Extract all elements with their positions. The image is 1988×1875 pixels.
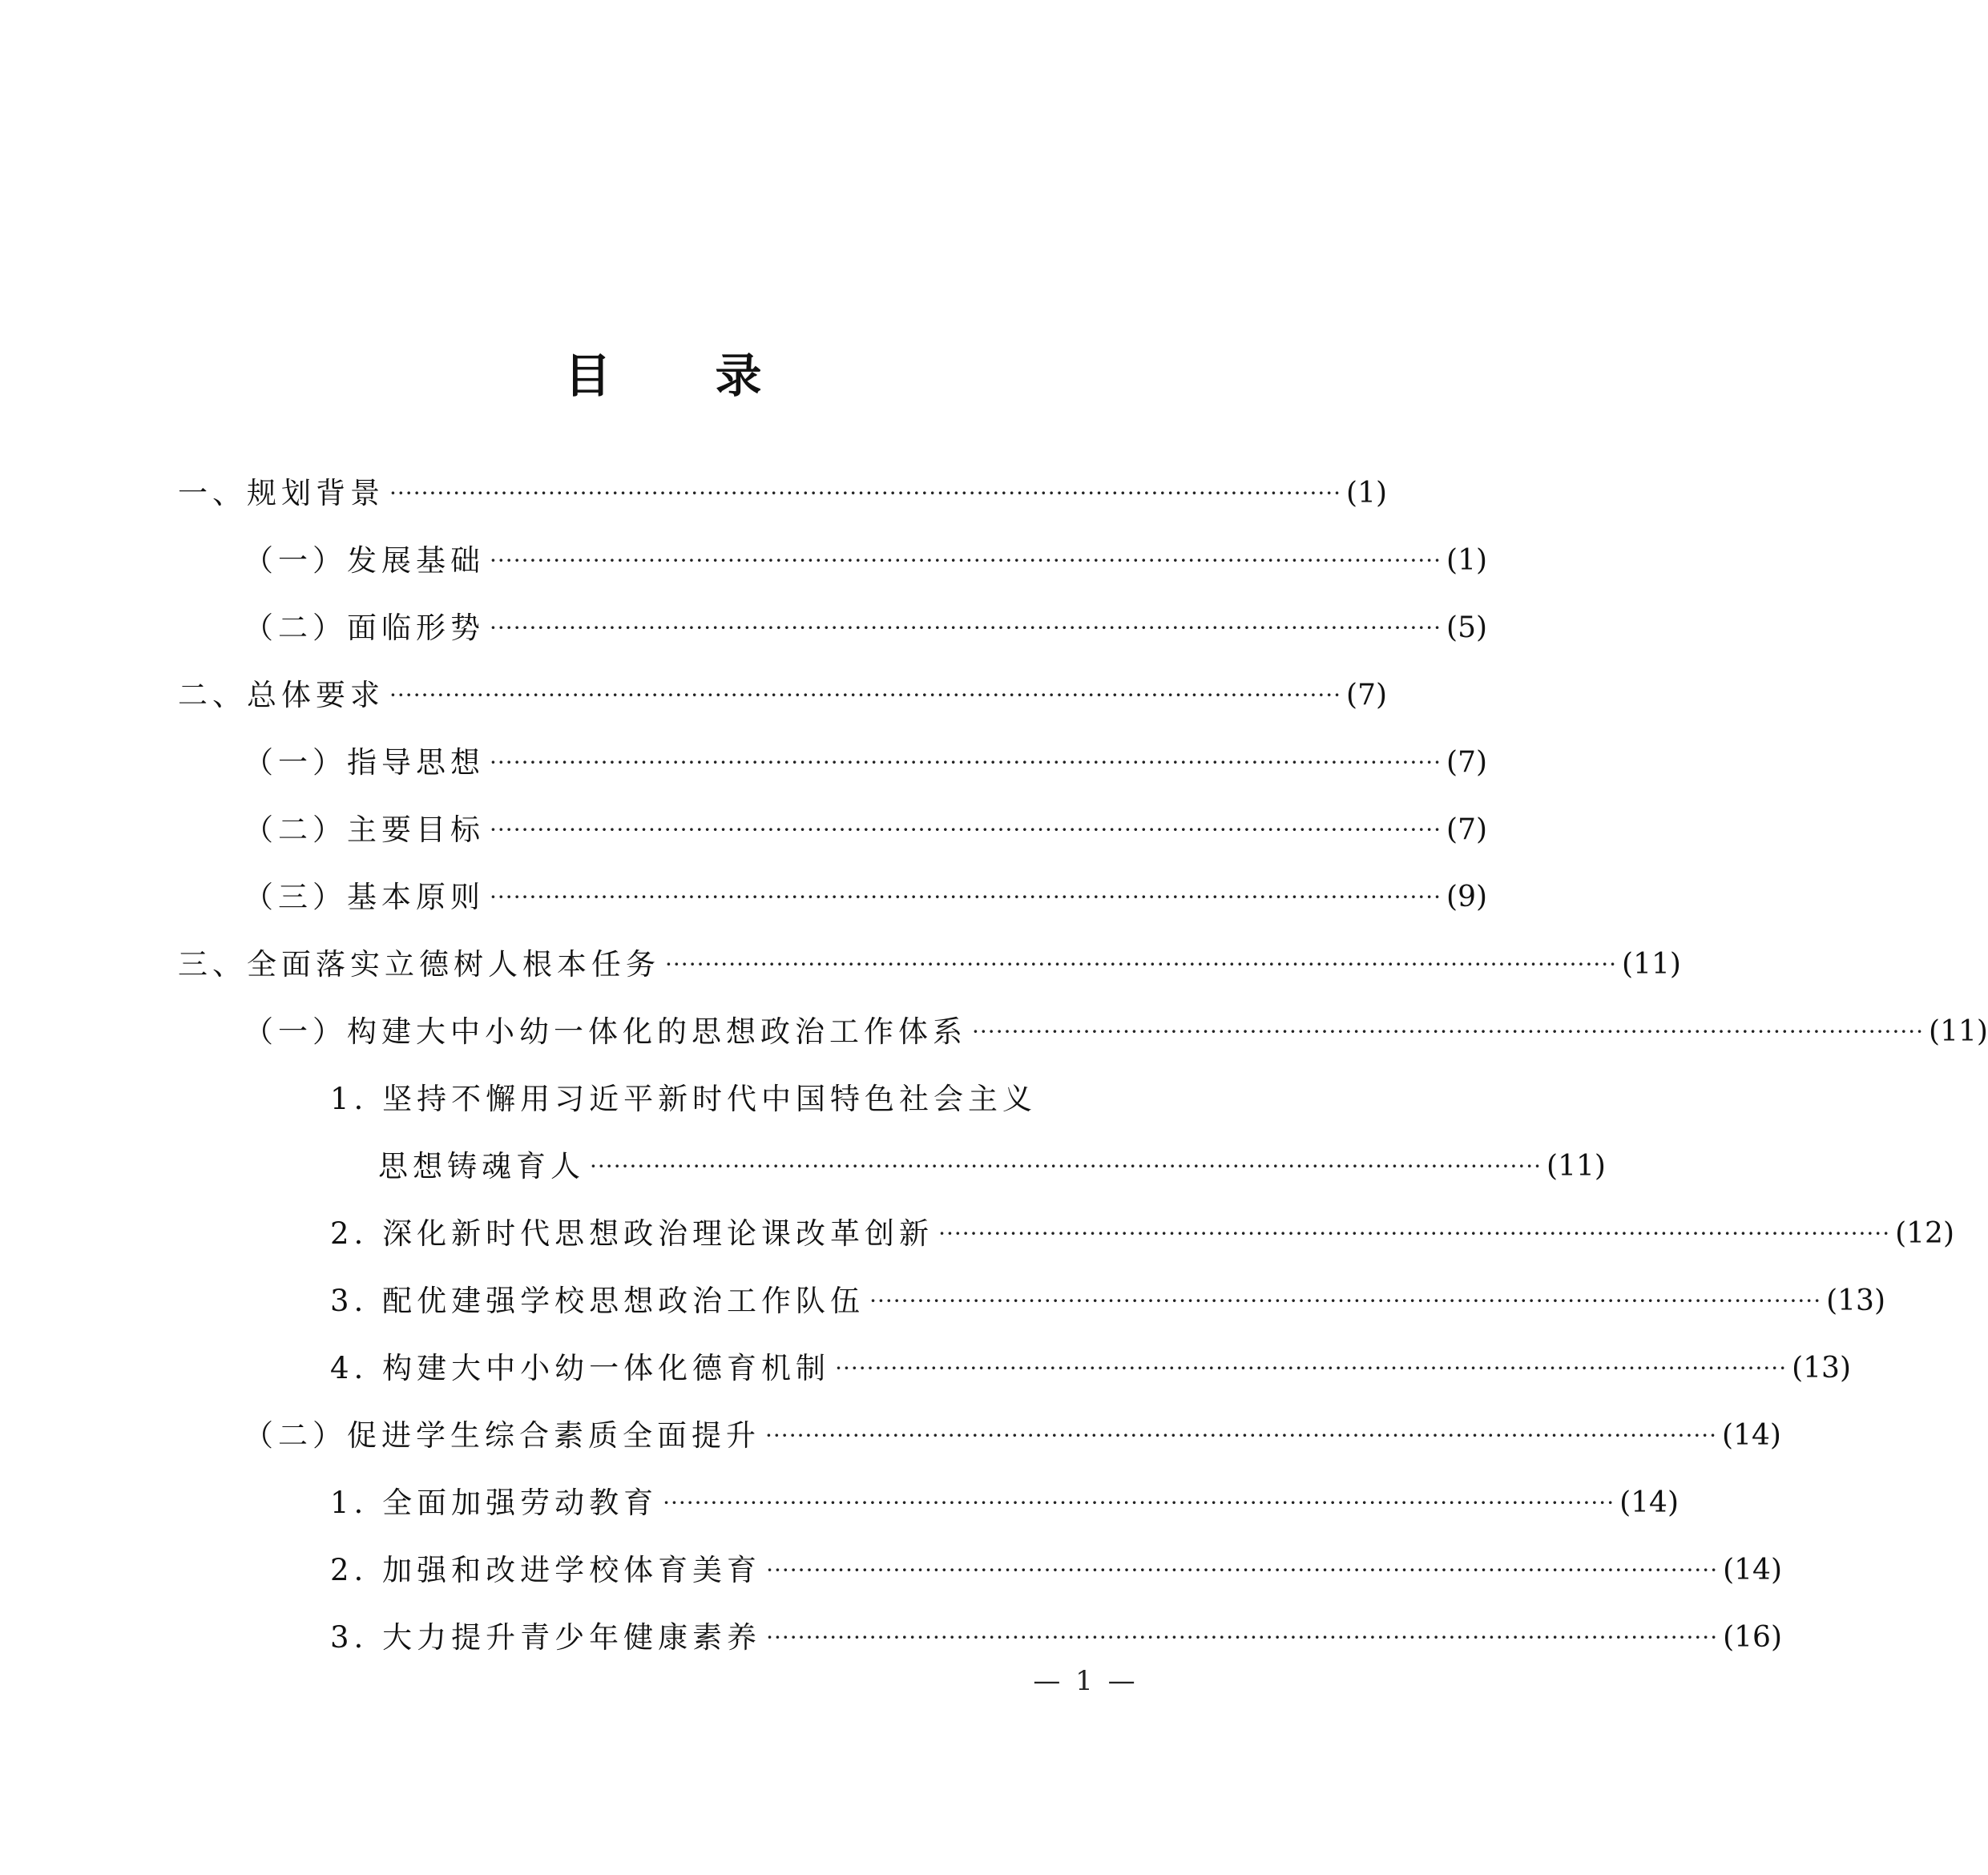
toc-entry[interactable] xyxy=(244,606,1488,651)
toc-leader-dots: ························································································································ xyxy=(389,682,1342,708)
toc-entry-title: 3. 大力提升青少年健康素养 xyxy=(330,1620,762,1655)
toc-leader-dots: ························································································································ xyxy=(490,547,1442,574)
page-title xyxy=(0,349,1326,403)
toc-entry[interactable] xyxy=(330,1077,1158,1122)
toc-leader-dots: ························································································································ xyxy=(490,884,1442,910)
toc-entry-title: 一、规划背景 xyxy=(178,476,385,510)
toc-entry-title: 2. 加强和改进学校体育美育 xyxy=(330,1553,762,1587)
toc-entry-title: 三、全面落实立德树人根本任务 xyxy=(178,947,660,982)
toc-leader-dots: ························································································································ xyxy=(972,1018,1925,1045)
toc-entry[interactable] xyxy=(330,1346,1852,1391)
toc-entry-title: 1. 坚持不懈用习近平新时代中国特色社会主义 xyxy=(330,1082,1038,1116)
toc-entry-page: (12) xyxy=(1895,1217,1955,1250)
title-char-2: 录 xyxy=(715,349,762,403)
toc-entry-page: (11) xyxy=(1622,948,1681,981)
toc-entry-title: 思想铸魂育人 xyxy=(378,1149,585,1183)
toc-entry-page: (7) xyxy=(1346,679,1388,712)
toc-leader-dots: ························································································································ xyxy=(766,1557,1719,1583)
toc-entry[interactable] xyxy=(244,740,1488,785)
toc-entry-title: 3. 配优建强学校思想政治工作队伍 xyxy=(330,1284,865,1318)
toc-entry-page: (13) xyxy=(1826,1284,1886,1317)
toc-leader-dots: ························································································································ xyxy=(835,1355,1788,1381)
toc-leader-dots: ························································································································ xyxy=(490,817,1442,843)
title-char-1: 目 xyxy=(564,349,611,403)
toc-entry-title: （一）构建大中小幼一体化的思想政治工作体系 xyxy=(244,1014,967,1049)
toc-entry[interactable] xyxy=(378,1144,1606,1189)
toc-entry[interactable] xyxy=(244,1413,1781,1458)
toc-leader-dots: ························································································································ xyxy=(490,615,1442,641)
toc-entry[interactable] xyxy=(244,808,1488,853)
toc-entry[interactable] xyxy=(330,1279,1886,1324)
page-number: — 1 — xyxy=(1033,1665,1139,1697)
toc-entry-title: （二）面临形势 xyxy=(244,611,485,645)
toc-entry-page: (14) xyxy=(1619,1486,1680,1519)
toc-entry-title: （三）基本原则 xyxy=(244,880,485,914)
toc-entry-title: 二、总体要求 xyxy=(178,678,385,712)
toc-entry-page: (14) xyxy=(1723,1554,1783,1587)
toc-leader-dots: ························································································································ xyxy=(663,1490,1615,1516)
toc-leader-dots: ························································································································ xyxy=(938,1220,1891,1247)
toc-entry[interactable] xyxy=(330,1615,1783,1660)
toc-leader-dots: ························································································································ xyxy=(766,1624,1719,1651)
toc-entry[interactable] xyxy=(244,538,1488,583)
toc-leader-dots: ························································································································ xyxy=(490,749,1442,776)
toc-entry[interactable] xyxy=(178,673,1388,718)
toc-entry-page: (7) xyxy=(1446,746,1488,779)
toc-entry-page: (1) xyxy=(1346,477,1388,510)
toc-leader-dots: ························································································································ xyxy=(389,480,1342,506)
toc-entry-page: (14) xyxy=(1722,1419,1781,1452)
toc-entry[interactable] xyxy=(330,1548,1783,1593)
toc-entry-page: (7) xyxy=(1446,813,1488,846)
toc-entry-title: （一）指导思想 xyxy=(244,745,485,780)
toc-leader-dots: ························································································································ xyxy=(869,1288,1822,1314)
toc-entry-page: (13) xyxy=(1792,1352,1852,1385)
toc-entry-page: (11) xyxy=(1929,1015,1988,1048)
toc-entry-title: 1. 全面加强劳动教育 xyxy=(330,1486,659,1520)
toc-leader-dots: ························································································································ xyxy=(665,951,1618,978)
toc-entry-title: 4. 构建大中小幼一体化德育机制 xyxy=(330,1351,831,1385)
toc-entry[interactable] xyxy=(178,942,1681,987)
toc-entry[interactable] xyxy=(330,1212,1955,1256)
toc-entry-page: (11) xyxy=(1546,1150,1606,1183)
toc-entry[interactable] xyxy=(178,471,1388,516)
toc-entry[interactable] xyxy=(244,875,1488,920)
toc-entry[interactable] xyxy=(244,1010,1988,1054)
toc-leader-dots: ························································································································ xyxy=(590,1153,1542,1179)
toc-entry-page: (9) xyxy=(1446,881,1488,913)
toc-entry-title: 2. 深化新时代思想政治理论课改革创新 xyxy=(330,1216,934,1251)
toc-entry-page: (16) xyxy=(1723,1621,1783,1654)
toc-entry-page: (1) xyxy=(1446,544,1488,577)
toc-entry-title: （二）促进学生综合素质全面提升 xyxy=(244,1418,760,1453)
toc-entry[interactable] xyxy=(330,1481,1680,1526)
toc-entry-page: (5) xyxy=(1446,611,1488,644)
toc-entry-title: （二）主要目标 xyxy=(244,812,485,847)
toc-leader-dots: ························································································································ xyxy=(765,1422,1718,1449)
toc-entry-title: （一）发展基础 xyxy=(244,543,485,578)
